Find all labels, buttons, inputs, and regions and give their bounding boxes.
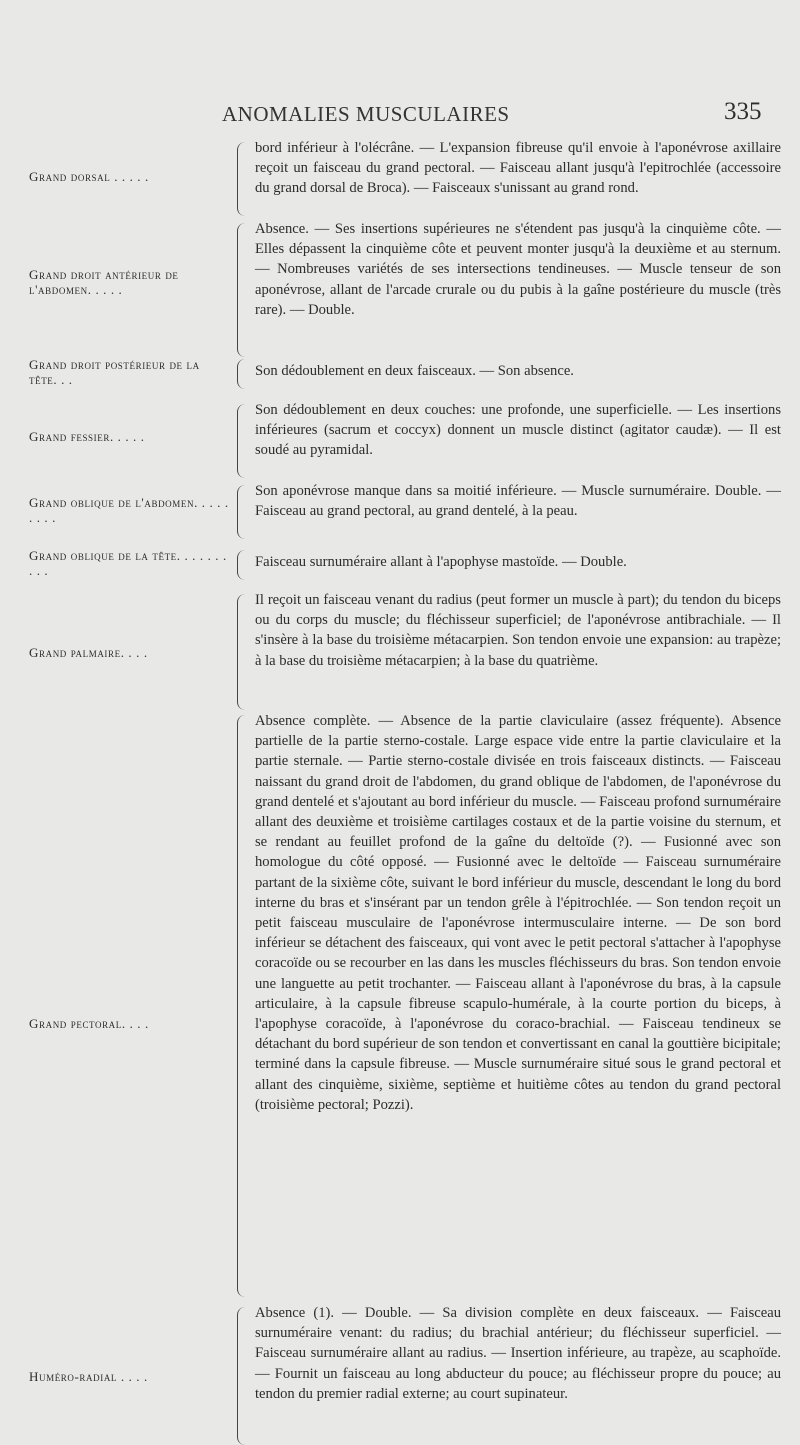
entry-label	[29, 357, 229, 387]
brace	[237, 404, 246, 478]
running-title: ANOMALIES MUSCULAIRES	[222, 102, 510, 126]
entry-label: Grand dorsal . . . . .	[29, 169, 149, 184]
entry-label: Grand fessier. . . . .	[29, 429, 145, 444]
entry-label: Grand palmaire. . . .	[29, 645, 148, 660]
entry-text: Son aponévrose manque dans sa moitié inférieure. — Muscle surnuméraire. Double. — Faisceau au grand pectoral, au grand dentelé, à la peau.	[255, 483, 781, 520]
brace	[237, 594, 246, 710]
entry-text: Son dédoublement en deux faisceaux. — Son absence.	[255, 363, 574, 379]
brace	[237, 223, 246, 357]
entry-text: bord inférieur à l'olécrâne. — L'expansion fibreuse qu'il envoie à l'aponévrose axillaire reçoit un faisceau du grand pectoral. — Faisceau allant jusqu'à l'epitrochlée (accessoire du grand dorsal de Broca). — Faisceaux s'unissant au grand rond.	[255, 140, 781, 197]
entry-label	[29, 267, 229, 297]
brace	[237, 1307, 246, 1445]
running-head	[0, 96, 800, 126]
entry-text: Il reçoit un faisceau venant du radius (peut former un muscle à part); du tendon du biceps ou du corps du muscle; du fléchisseur superficiel; de l'aponévrose antibrachiale. — Il s'insère à la base du troisième métacarpien. Son tendon envoie une expansion: au trapèze; à la base du troisième métacarpien; à la base du quatrième.	[255, 592, 781, 669]
entry-label: Huméro-radial . . . .	[29, 1369, 148, 1384]
entry-label	[29, 548, 234, 578]
brace	[237, 359, 246, 389]
brace	[237, 142, 246, 216]
brace	[237, 485, 246, 539]
entry-text: Faisceau surnuméraire allant à l'apophyse mastoïde. — Double.	[255, 554, 627, 570]
page-number: 335	[724, 98, 762, 125]
entry-label-text: Grand droit antérieur de l'abdomen. . . . .	[29, 267, 179, 297]
entry-text: Son dédoublement en deux couches: une profonde, une superficielle. — Les insertions inférieures (sacrum et coccyx) donnent un muscle distinct (agitator caudæ). — Il est soudé au pyramidal.	[255, 402, 781, 459]
entry-label-text: Grand oblique de l'abdomen. . . . . . . . .	[29, 495, 229, 525]
entry-text: Absence. — Ses insertions supérieures ne s'étendent pas jusqu'à la cinquième côte. — Elles dépassent la cinquième côte et peuvent monter jusqu'à la deuxième et au sternum. — Nombreuses variétés de ses intersections tendineuses. — Muscle tenseur de son aponévrose, allant de l'arcade crurale ou du pubis à la gaîne postérieure du muscle (très rare). — Double.	[255, 221, 781, 318]
entry-label: Grand pectoral. . . .	[29, 1016, 149, 1031]
entry-text: Absence complète. — Absence de la partie claviculaire (assez fréquente). Absence partielle de la partie sterno-costale. Large espace vide entre la partie claviculaire et la partie sternale. — Partie sterno-costale divisée en trois faisceaux distincts. — Faisceau naissant du grand droit de l'abdomen, du grand oblique de l'abdomen, de l'aponévrose du grand dentelé et s'ajoutant au bord inférieur du muscle. — Faisceau profond surnuméraire allant des deuxième et troisième cartilages costaux et de la partie voisine du sternum, et se rendant au feuillet profond de la gaîne du deltoïde (?). — Fusionné avec son homologue du côté opposé. — Fusionné avec le deltoïde — Faisceau surnuméraire partant de la sixième côte, suivant le bord inférieur du muscle, descendant le long du bord interne du bras et s'insérant par un tendon grêle à l'épitrochlée. — Son tendon reçoit un petit faisceau musculaire de l'aponévrose intermusculaire interne. — De son bord inférieur se détachent des faisceaux, qui vont avec le petit pectoral s'attacher à l'apophyse coracoïde ou se recourber en las dans les muscles fléchisseurs du bras. Son tendon envoie une languette au petit trochanter. — Faisceau allant à l'aponévrose du bras, à la capsule articulaire, à la capsule fibreuse scapulo-humérale, à la courte portion du biceps, à l'apophyse coracoïde, à l'aponévrose du coraco-brachial. — Faisceau tendineux se détachant du bord supérieur de son tendon et convertissant en canal la gouttière bicipitale; terminé dans la capsule fibreuse. — Muscle surnuméraire situé sous le grand pectoral et allant des cinquième, sixième, septième et huitième côtes au tendon du grand pectoral (troisième pectoral; Pozzi).	[255, 713, 781, 1113]
entry-label	[29, 495, 234, 525]
entry-label-text: Grand oblique de la tête. . . . . . . . . .	[29, 548, 227, 578]
brace	[237, 715, 246, 1297]
entry-text: Absence (1). — Double. — Sa division complète en deux faisceaux. — Faisceau surnuméraire venant: du radius; du brachial antérieur; du fléchisseur superficiel. — Faisceau surnuméraire allant au radius. — Insertion inférieure, au trapèze, au scaphoïde. — Fournit un faisceau au long abducteur du pouce; au fléchisseur propre du pouce; au tendon du premier radial externe; au court supinateur.	[255, 1305, 781, 1402]
brace	[237, 550, 246, 580]
entry-label-text: Grand droit postérieur de la tête. . .	[29, 357, 200, 387]
